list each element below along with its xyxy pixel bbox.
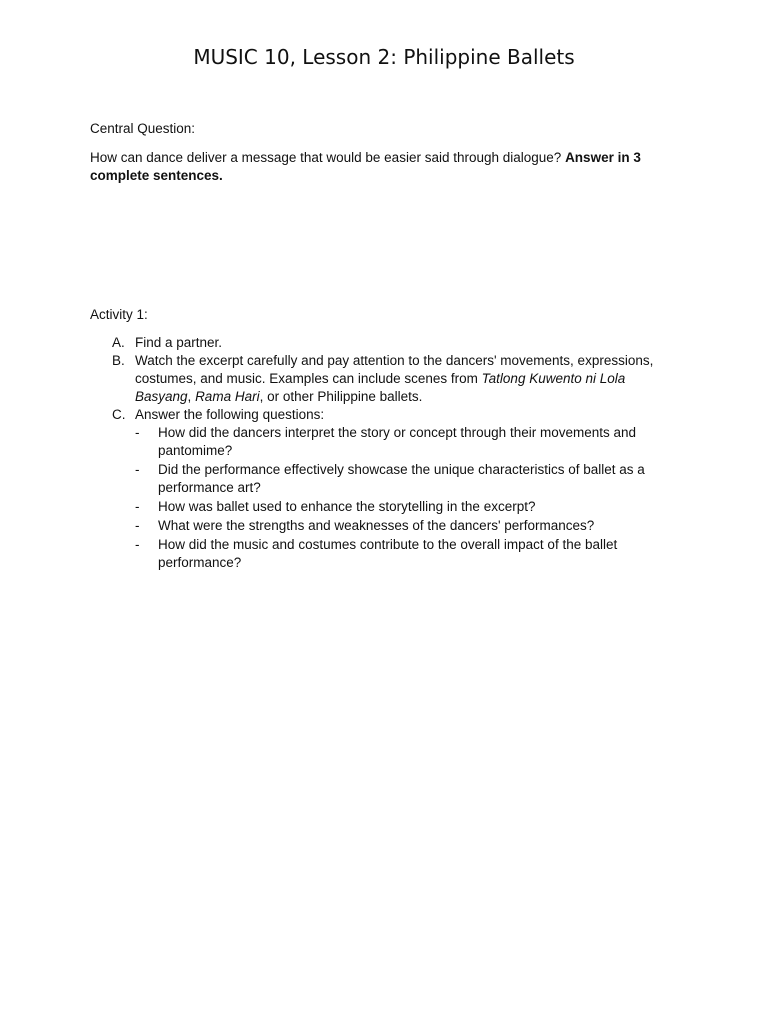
step-marker: B.	[112, 353, 125, 368]
step-marker: C.	[112, 407, 126, 422]
question-item	[135, 498, 680, 516]
question-item	[135, 424, 680, 460]
step-text: Find a partner.	[135, 335, 223, 350]
step-a	[90, 334, 680, 352]
question-list	[135, 424, 680, 572]
step-text: Watch the excerpt carefully and pay attention to the dancers' movements, expressions, costumes, and music. Examples can include scenes from	[135, 353, 654, 386]
step-marker: A.	[112, 335, 125, 350]
central-question-body: How can dance deliver a message that would be easier said through dialogue?	[90, 150, 566, 165]
page-title: MUSIC 10, Lesson 2: Philippine Ballets	[193, 45, 575, 69]
activity-steps	[90, 334, 680, 573]
ballet-title: Rama Hari	[195, 389, 260, 404]
question-text: How did the dancers interpret the story or concept through their movements and pantomime?	[158, 425, 637, 458]
question-text: How did the music and costumes contribute to the overall impact of the ballet performance?	[158, 537, 618, 570]
question-item	[135, 461, 680, 497]
dash-bullet: -	[135, 462, 140, 477]
question-text: Did the performance effectively showcase the unique characteristics of ballet as a performance art?	[158, 462, 645, 495]
step-text: Answer the following questions:	[135, 407, 325, 422]
ballet-title: Tatlong Kuwento ni Lola Basyang	[135, 371, 626, 404]
question-text: What were the strengths and weaknesses of the dancers' performances?	[158, 518, 595, 533]
question-item	[135, 536, 680, 572]
step-b	[90, 352, 680, 406]
central-question-text	[90, 149, 680, 185]
dash-bullet: -	[135, 425, 140, 440]
separator-text: ,	[187, 389, 196, 404]
step-c	[90, 406, 680, 572]
activity-label: Activity 1:	[90, 307, 148, 322]
dash-bullet: -	[135, 499, 140, 514]
question-item	[135, 517, 680, 535]
central-question-instruction: Answer in 3 complete sentences.	[90, 150, 641, 183]
step-text-end: , or other Philippine ballets.	[259, 389, 423, 404]
central-question-label: Central Question:	[90, 121, 196, 136]
dash-bullet: -	[135, 518, 140, 533]
dash-bullet: -	[135, 537, 140, 552]
question-text: How was ballet used to enhance the storytelling in the excerpt?	[158, 499, 536, 514]
